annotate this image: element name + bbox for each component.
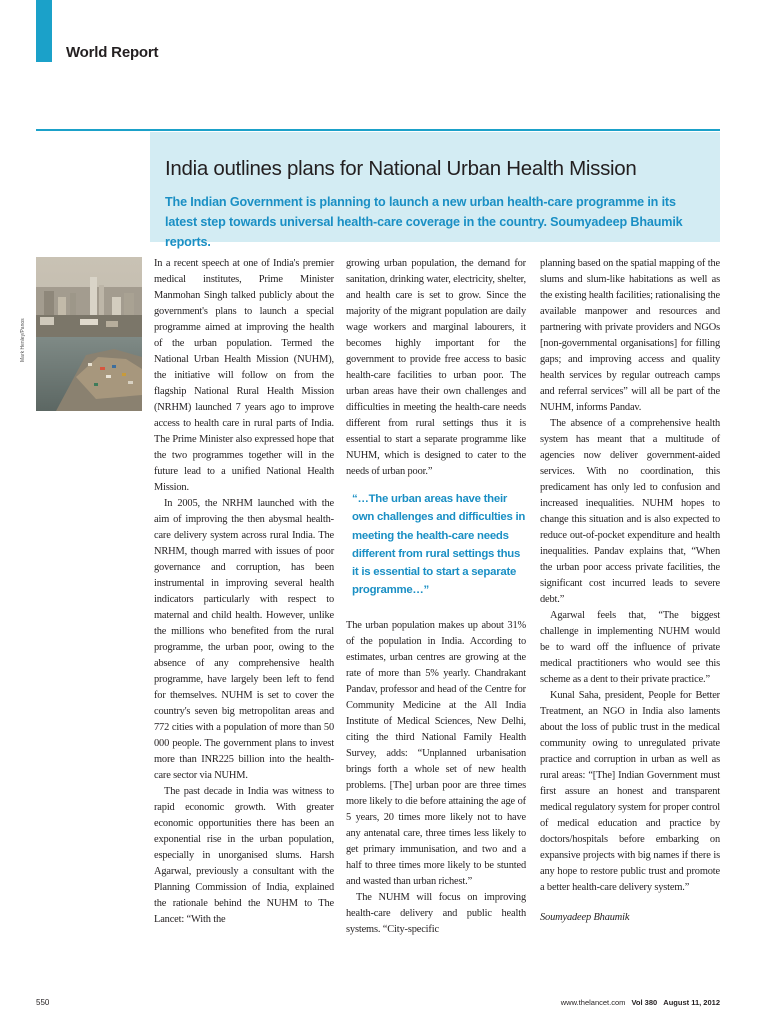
photo-credit: Mark Henley/Panos <box>20 318 26 362</box>
body-paragraph: Kunal Saha, president, People for Better Treatment, an NGO in India also laments about the loss of public trust in the medical community owing to unregulated private practice and corruption in urban as well as rural areas: “[The] Indian Government must first assure an honest and transparent medical regulatory system for proper control of medical education and practice by doctors/hospitals before embarking on expansive projects with big names if there is any hope to restore public trust and promote a better health-care delivery system.” <box>540 690 720 893</box>
body-paragraph: The absence of a comprehensive health system has meant that a multitude of agencies now deliver government-aided services. With no coordination, this predicament has only led to confusion and increased inequalities. NUHM hopes to change this situation and is also expected to reduce out-of-pocket expenditure and health inequalities. Pandav explains that, “When the urban poor access private facilities, the significant cost incurred leads to severe debt.” <box>540 418 720 605</box>
section-tab-marker <box>36 0 52 62</box>
section-label: World Report <box>66 44 159 61</box>
body-paragraph: In 2005, the NRHM launched with the aim of improving the then abysmal health-care delivery system across rural India. The NRHM, though marred with issues of poor governance and corruption, has been instrumental in improving several health indicators particularly with respect to maternal and child health. However, unlike the millions who benefited from the rural programme, the urban poor, owing to the absence of any comprehensive health programme, have largely been left to fend for themselves. NUHM is set to cover the country's seven big metropolitan areas and 772 cities with a population of more than 50 000 people. The government plans to invest more than INR225 billion into the health-care sector via NUHM. <box>154 498 334 781</box>
city-photo <box>36 257 142 411</box>
volume-label: Vol 380 <box>631 998 658 1007</box>
author-byline: Soumyadeep Bhaumik <box>540 912 630 923</box>
body-paragraph: The past decade in India was witness to rapid economic growth. With greater economic opportunities there has been an exponential rise in the urban population, especially in unorganised slums. Harsh Agarwal, previously a consultant with the Planning Commission of India, explained the rationale behind the NUHM to The Lancet: “With the <box>154 786 334 925</box>
journal-footer <box>561 998 720 1007</box>
article-title: India outlines plans for National Urban Health Mission <box>165 157 637 180</box>
article-column-1 <box>154 256 334 928</box>
article-column-2 <box>346 256 526 938</box>
pull-quote: “…The urban areas have their own challenges and difficulties in meeting the health-care needs different from rural settings thus it is essential to start a separate programme…” <box>352 493 526 597</box>
issue-date: August 11, 2012 <box>663 998 720 1007</box>
journal-website-link[interactable]: www.thelancet.com <box>560 998 626 1007</box>
header-rule <box>36 129 720 131</box>
body-paragraph: growing urban population, the demand for sanitation, drinking water, electricity, shelter, and health care is set to grow. Since the majority of the migrant population are daily wage workers and marginal labourers, it becomes highly important for the government to provide free access to basic health-care facilities to urban poor. The urban areas have their own challenges and difficulties in meeting the health-care needs different from rural settings thus it is essential to start a separate programme like NUHM, which is designed to cater to the needs of urban poor.” <box>346 258 526 477</box>
article-column-3 <box>540 256 720 926</box>
body-paragraph: The urban population makes up about 31% of the population in India. According to estimates, urban centres are growing at the rate of more than 5% yearly. Chandrakant Pandav, professor and head of the Centre for Community Medicine at the All India Institute of Medical Sciences, New Delhi, citing the third National Family Health Survey, adds: “Unplanned urbanisation brings forth a whole set of new health problems. [The] urban poor are three times more likely to die before attaining the age of 5 years, 20 times more likely not to have any antenatal care, three times less likely to get primary immunisation, and two and a half to three times more likely to be stunted and wasted than urban richest.” <box>346 619 526 887</box>
article-standfirst: The Indian Government is planning to launch a new urban health-care programme in its latest step towards universal health-care coverage in the country. Soumyadeep Bhaumik reports. <box>165 195 683 249</box>
page-number: 550 <box>36 998 50 1007</box>
body-paragraph: Agarwal feels that, “The biggest challenge in implementing NUHM would be to ward off the influence of private medical practitioners who would see this scheme as a dent to their private practice.” <box>540 610 720 685</box>
body-paragraph: In a recent speech at one of India's premier medical institutes, Prime Minister Manmohan Singh talked publicly about the government's plans to launch a special programme aimed at improving the health of the urban population. Termed the National Urban Health Mission (NUHM), the initiative will follow on from the flagship National Rural Health Mission (NRHM) launched 7 years ago to improve access to health care in rural parts of India. The Prime Minister also expressed hope that the two programmes together will in the future lead to a unified National Health Mission. <box>154 258 334 493</box>
body-paragraph: planning based on the spatial mapping of the slums and slum-like habitations as well as the existing health facilities; rationalising the available manpower and resources and partnering with private providers and NGOs [non-governmental organisations] for filling gaps; and improving access and quality health services by regular outreach camps and referral services” will all be part of the NUHM, informs Pandav. <box>540 258 720 413</box>
body-paragraph: The NUHM will focus on improving health-care delivery and public health systems. “City-specific <box>346 891 526 935</box>
